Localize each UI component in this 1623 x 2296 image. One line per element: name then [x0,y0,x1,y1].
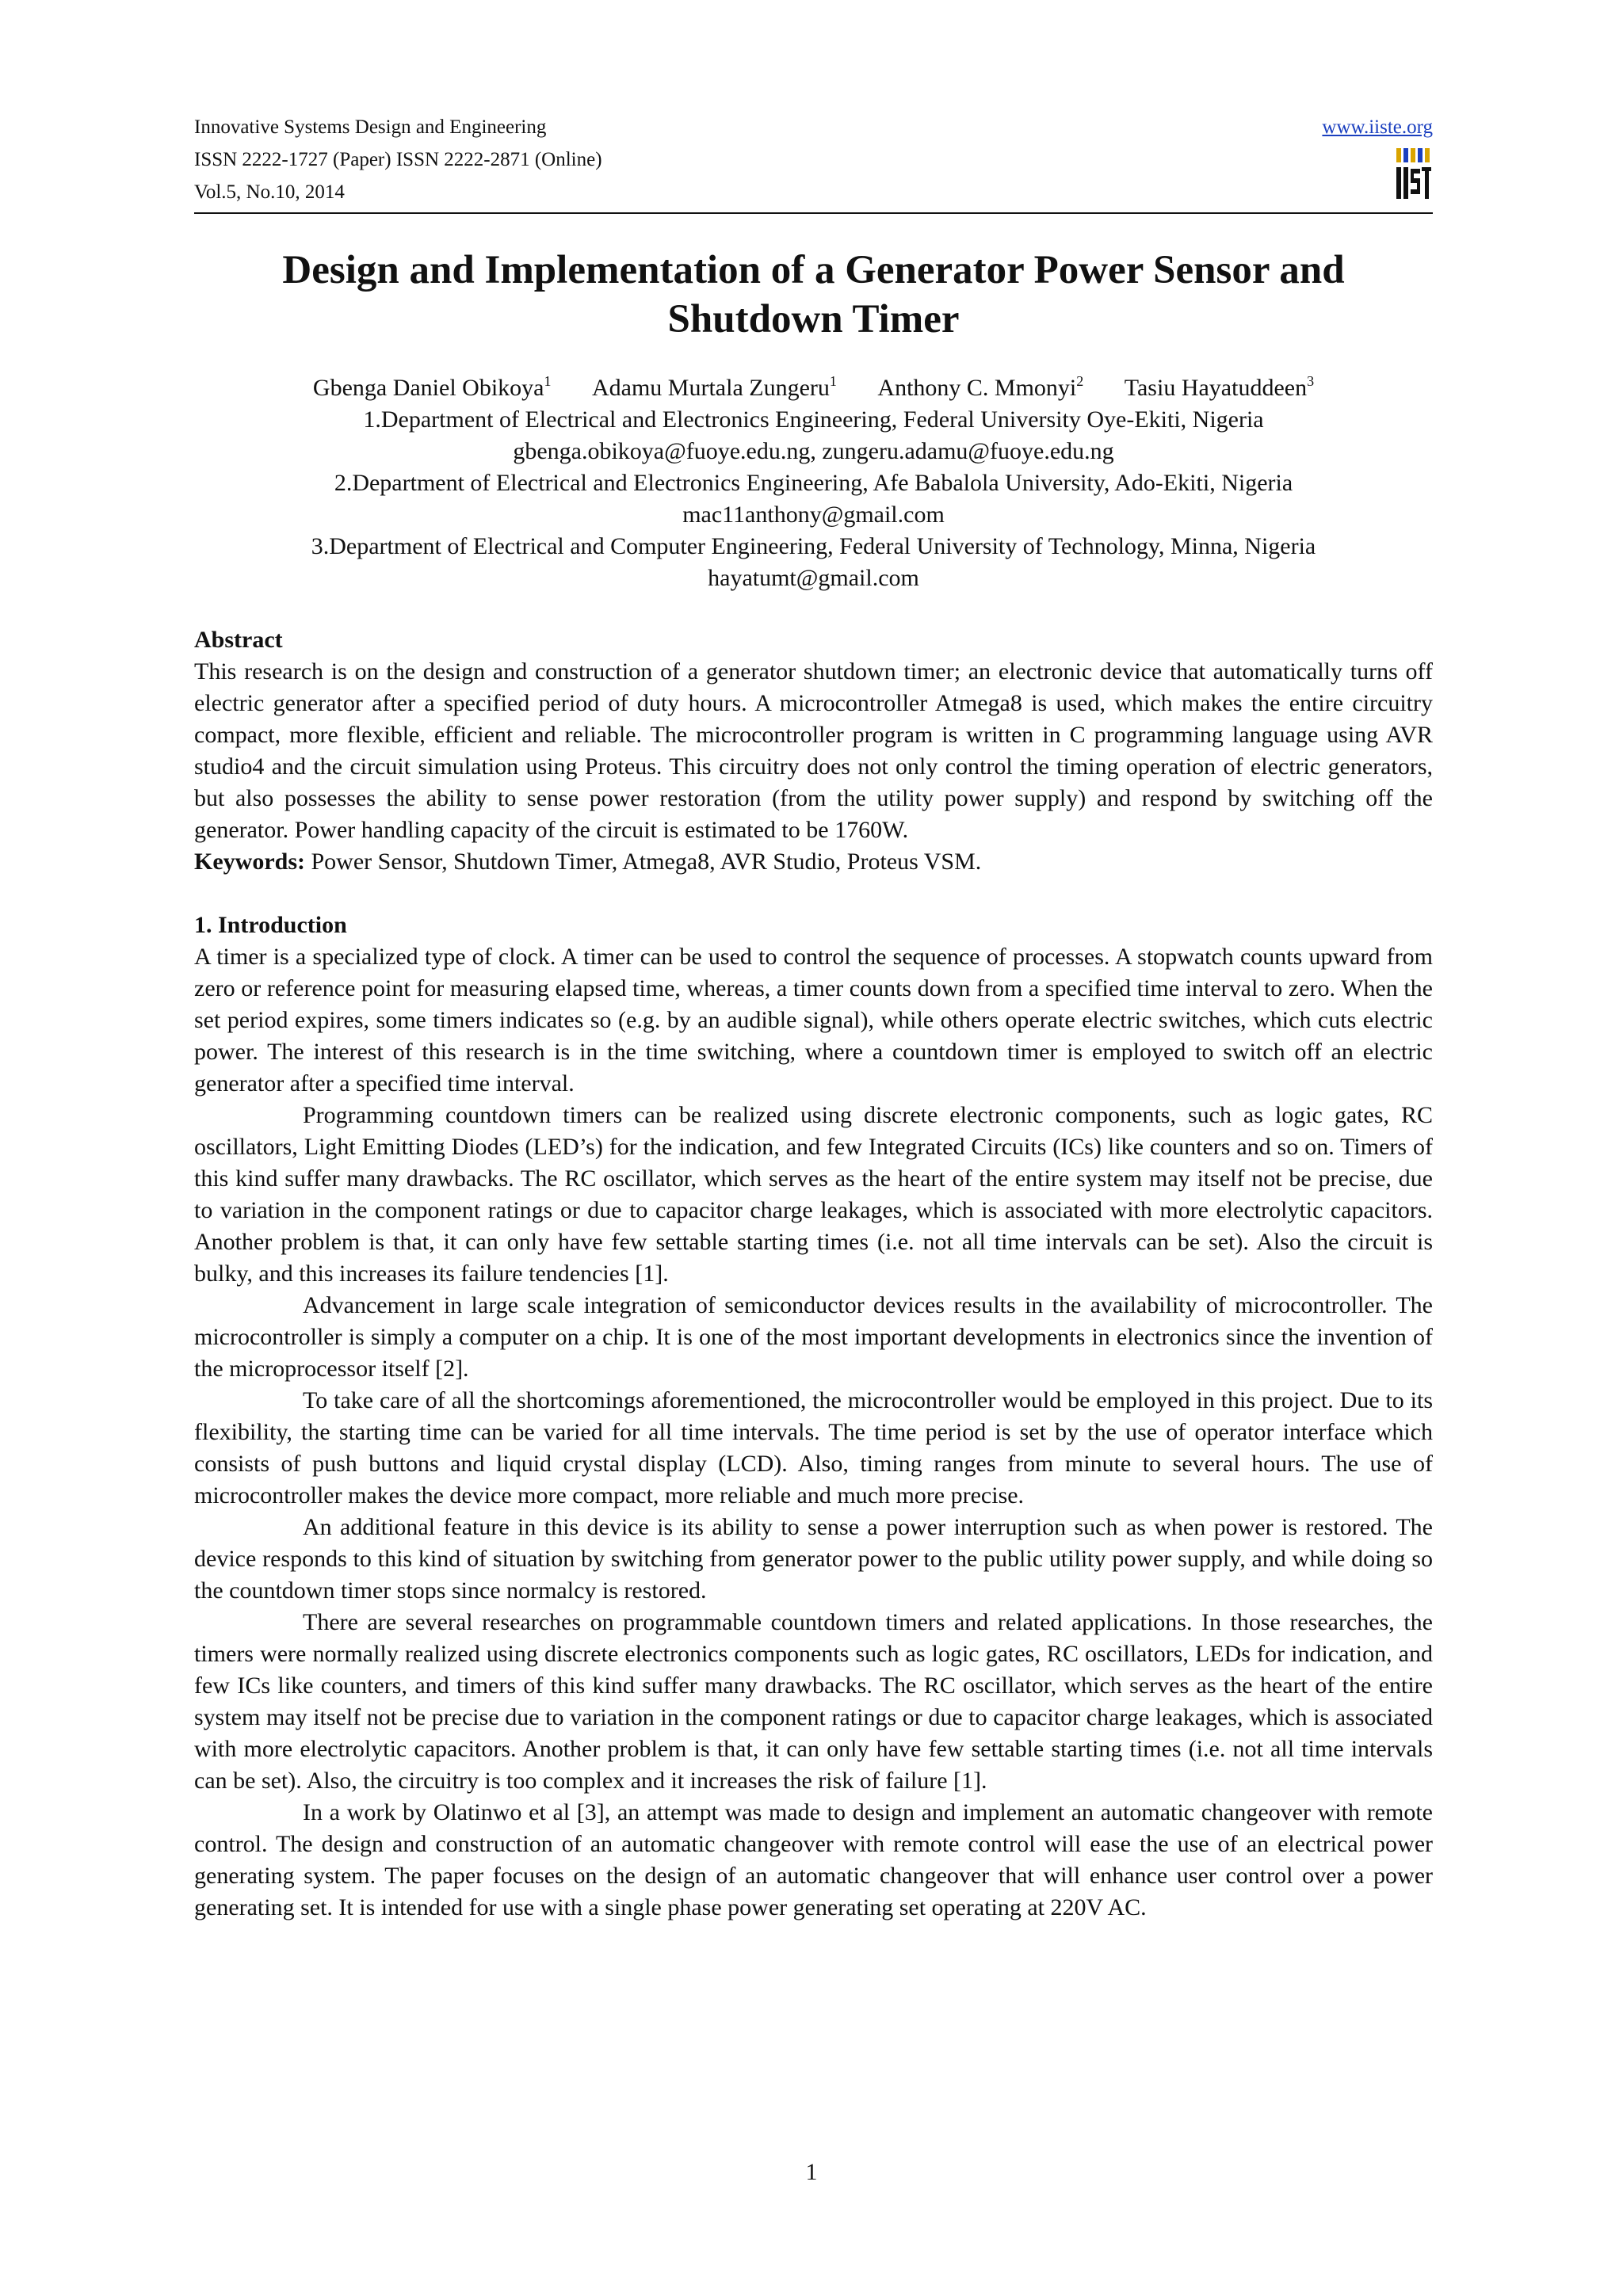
author-emails: mac11anthony@gmail.com [682,502,945,528]
author: Anthony C. Mmonyi$^2$ [877,373,1084,401]
author-emails: hayatumt@gmail.com [708,565,919,591]
body-paragraph: An additional feature in this device is its ability to sense a power interruption such as when power is restored. The device responds to this kind of situation by switching from generator power to the public utility power supply, and while doing so the countdown timer stops since normalcy is restored. [194,1514,1433,1604]
author-emails: gbenga.obikoya@fuoye.edu.ng, zungeru.adamu@fuoye.edu.ng [513,438,1114,464]
paper-body [194,624,1433,1924]
affiliation: 1.Department of Electrical and Electronics Engineering, Federal University Oye-Ekiti, Nigeria [363,406,1264,433]
journal-name: Innovative Systems Design and Engineering [194,116,547,138]
body-paragraph: A timer is a specialized type of clock. A timer can be used to control the sequence of processes. A stopwatch counts upward from zero or reference point for measuring elapsed time, whereas, a timer counts down from a specified time interval to zero. When the set period expires, some timers indicates so (e.g. by an audible signal), while others operate electric switches, which cuts electric power. The interest of this research is in the time switching, where a countdown timer is employed to switch off an electric generator after a specified time interval. [194,944,1433,1097]
author: Tasiu Hayatuddeen$^3$ [1124,373,1315,401]
section-heading-introduction: 1. Introduction [194,912,347,938]
journal-header [194,111,1433,206]
abstract-text: This research is on the design and construction of a generator shutdown timer; an electronic device that automatically turns off electric generator after a specified period of duty hours. A microcontroller Atmega8 is used, which makes the entire circuitry compact, more flexible, efficient and reliable. The microcontroller program is written in C programming language using AVR studio4 and the circuit simulation using Proteus. This circuitry does not only control the timing operation of electric generators, but also possesses the ability to sense power restoration (from the utility power supply) and respond by switching off the generator. Power handling capacity of the circuit is estimated to be 1760W. [194,658,1433,843]
affiliation: 3.Department of Electrical and Computer Engineering, Federal University of Technology, Minna, Nigeria [311,533,1316,559]
body-paragraph: In a work by Olatinwo et al [3], an attempt was made to design and implement an automatic changeover with remote control. The design and construction of an automatic changeover with remote control will ease the use of an electrical power generating system. The paper focuses on the design of an automatic changeover that will enhance user control over a power generating set. It is intended for use with a single phase power generating set operating at 220V AC. [194,1799,1433,1920]
paper-page [194,111,1433,1924]
body-paragraph: There are several researches on programmable countdown timers and related applications. In those researches, the timers were normally realized using discrete electronics components such as logic gates, RC oscillators, LEDs for indication, and few ICs like counters, and timers of this kind suffer many drawbacks. The RC oscillator, which serves as the heart of the entire system may itself not be precise due to variation in the component ratings or due to capacitor charge leakages, which is associated with more electrolytic capacitors. Another problem is that, it can only have few settable starting times (i.e. not all time intervals can be set). Also, the circuitry is too complex and it increases the risk of failure [1]. [194,1609,1433,1794]
page-number: 1 [805,2159,818,2185]
author-names [194,372,1433,404]
body-paragraph: To take care of all the shortcomings aforementioned, the microcontroller would be employed in this project. Due to its flexibility, the starting time can be varied for all time intervals. The time period is set by the use of operator interface which consists of push buttons and liquid crystal display (LCD). Also, timing ranges from minute to several hours. The use of microcontroller makes the device more compact, more reliable and much more precise. [194,1387,1433,1508]
body-paragraph: Advancement in large scale integration of semiconductor devices results in the availability of microcontroller. The microcontroller is simply a computer on a chip. It is one of the most important developments in electronics since the invention of the microprocessor itself [2]. [194,1292,1433,1382]
volume-line: Vol.5, No.10, 2014 [194,181,345,203]
issn-line: ISSN 2222-1727 (Paper) ISSN 2222-2871 (Online) [194,149,602,170]
header-rule [194,212,1433,214]
paper-title: Design and Implementation of a Generator Power Sensor and Shutdown Timer [282,248,1345,341]
body-paragraph: Programming countdown timers can be realized using discrete electronic components, such as logic gates, RC oscillators, Light Emitting Diodes (LED’s) for the indication, and few Integrated Circuits (ICs) like counters and so on. Timers of this kind suffer many drawbacks. The RC oscillator, which serves as the heart of the entire system may itself not be precise, due to variation in the component ratings or due to capacitor charge leakages, which is associated with more electrolytic capacitors. Another problem is that, it can only have few settable starting times (i.e. not all time intervals can be set). Also the circuit is bulky, and this increases its failure tendencies [1]. [194,1102,1433,1287]
keywords-line: Keywords: Power Sensor, Shutdown Timer, Atmega8, AVR Studio, Proteus VSM. [194,849,982,875]
iiste-logo [1395,147,1433,200]
author-block [194,372,1433,594]
journal-url-link[interactable]: www.iiste.org [1322,116,1433,138]
author: Adamu Murtala Zungeru$^1$ [591,373,837,401]
abstract-heading: Abstract [194,627,283,653]
affiliation: 2.Department of Electrical and Electronics Engineering, Afe Babalola University, Ado-Ekiti, Nigeria [334,470,1293,496]
author: Gbenga Daniel Obikoya$^1$ [312,373,552,401]
